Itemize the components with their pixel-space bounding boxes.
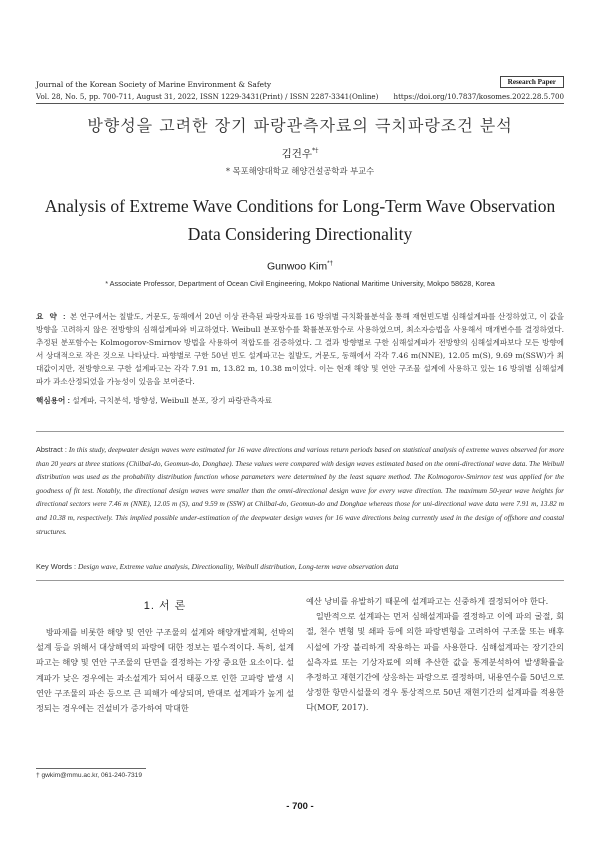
volume-info: Vol. 28, No. 5, pp. 700-711, August 31, 2022, ISSN 1229-3431(Print) / ISSN 2287-3341(Online) [36,92,379,101]
abstract-divider-top [36,431,564,432]
footnote-contact: † gwkim@mmu.ac.kr, 061-240-7319 [36,772,143,779]
footnote-rule [36,768,146,769]
keywords-korean-text: 설계파, 극치분석, 방향성, Weibull 분포, 장기 파랑관측자료 [72,396,272,405]
section-heading: 1. 서 론 [143,600,187,612]
abstract-english-text: In this study, deepwater design waves were estimated for 16 wave directions and various return periods based on statistical analysis of extreme waves observed for more than 20 years at three stations (Chilbal-do, Geomun-do, Donghae). These values were compared with design waves estimated based on the omni-directional wave data. The Weibull distribution was used as the probability distribution function whose parameters were determined by the least square method. The Kolmogorov-Smirnov test was applied for the goodness of fit test. Notably, the directional design waves were smaller than the omni-directional design wave for every wave direction. The maximum 50-year wave heights for directional sectors were 7.46 m (NNE), 12.05 m (S), and 9.59 m (SSW) at Chilbal-do, Geomun-do and Donghae whereas those for uni-directional wave data were 7.91 m, 13.82 m and 10.38 m, respectively. This implied possible under-estimation of the deepwater design waves for 16 wave directions being currently used in the design of offshore and coastal structures. [36,445,564,536]
keywords-english [36,562,564,571]
affiliation-english: * Associate Professor, Department of Ocean Civil Engineering, Mokpo National Maritime University, Mokpo 58628, Korea [105,279,495,288]
abstract-divider-bottom [36,580,564,581]
abstract-english [36,443,564,538]
journal-name: Journal of the Korean Society of Marine Environment & Safety [36,80,272,89]
abstract-english-lead: Abstract : [36,445,67,454]
article-type-badge: Research Paper [500,76,564,88]
author-english-name: Gunwoo Kim [266,260,328,273]
author-korean-mark: *† [312,147,319,155]
author-korean-name: 김건우 [281,148,313,160]
body-paragraph: 일반적으로 설계파는 먼저 심해설계파를 결정하고 이에 파의 굴절, 회절, 천수 변형 및 쇄파 등에 의한 파랑변형을 고려하여 구조물 또는 배후시설에 가장 불리하게 작용하는 파를 사용한다. 심해설계파는 장기간의 실측자료 또는 기상자료에 의해 추산한 값을 통계분석하여 발생확률을 추정하고 재현기간에 상응하는 파랑으로 결정하며, 내용연수를 50년으로 상정한 항만시설물의 경우 통상적으로 50년 재현기간의 설계파를 적용한다(MOF, 2017). [306,611,565,713]
body-column-right [306,594,564,716]
author-english [0,260,600,273]
page-number: - 700 - [286,801,314,812]
body-column-left: 방파제를 비롯한 해양 및 연안 구조물의 설계와 해양개발계획, 선박의 설계 등을 위해서 대상해역의 파랑에 대한 정보는 필수적이다. 특히, 설계파고는 해양 및 연안 구조물의 단면을 결정하는 가장 중요한 요소이다. 설계파가 낮은 경우에는 과소설계가 되어서 태풍으로 인한 고파랑 발생 시 연안 구조물의 파손 등으로 큰 피해가 예상되며, 반대로 설계파가 높게 설정되는 경우에는 건설비가 증가하여 막대한 [36,627,294,714]
keywords-english-lead: Key Words : [36,562,77,571]
affiliation-korean: * 목포해양대학교 해양건설공학과 부교수 [225,166,375,176]
abstract-korean [36,310,564,388]
title-english: Analysis of Extreme Wave Conditions for Long-Term Wave Observation Data Considering Directionality [44,196,556,244]
title-korean: 방향성을 고려한 장기 파랑관측자료의 극치파랑조건 분석 [87,116,513,135]
keywords-korean [36,395,564,406]
keywords-korean-lead: 핵심용어 : [36,396,70,405]
keywords-english-text: Design wave, Extreme value analysis, Directionality, Weibull distribution, Long-term wave observation data [77,562,399,571]
body-paragraph: 예산 낭비를 유발하기 때문에 설계파고는 신중하게 결정되어야 한다. [306,596,549,606]
author-korean [0,146,600,161]
header-rule [36,103,564,104]
doi-link[interactable]: https://doi.org/10.7837/kosomes.2022.28.5.700 [393,92,564,101]
author-english-mark: *† [327,260,334,267]
abstract-korean-text: 본 연구에서는 칠발도, 거문도, 동해에서 20년 이상 관측된 파랑자료를 16 방위별 극치확률분석을 통해 재현빈도별 심해설계파를 산정하였고, 이 값을 방향을 고려하지 않은 전방향의 심해설계파와 비교하였다. Weibull 분포함수를 확률분포함수로 사용하였으며, 최소자승법을 사용해서 매개변수를 결정하였다. 추정된 분포함수는 Kolmogorov-Smirnov 방법을 사용하여 적합도를 검증하였다. 그 결과 방향별로 구한 심해설계파가 전방향의 심해설계파보다 모든 방향에서 상대적으로 작은 것으로 나타났다. 파향별로 구한 50년 빈도 설계파고는 칠발도, 거문도, 동해에서 각각 7.46 m(NNE), 12.05 m(S), 9.69 m(SSW)가 최대값이지만, 전방향으로 구한 설계파고는 각각 7.91 m, 13.82 m, 10.38 m이었다. 이는 현재 해양 및 연안 구조물 설계에 사용하고 있는 16 방위별 심해설계파가 과소산정되었을 가능성이 있음을 보여준다. [36,312,564,386]
abstract-korean-lead: 요 약 : [36,312,68,321]
